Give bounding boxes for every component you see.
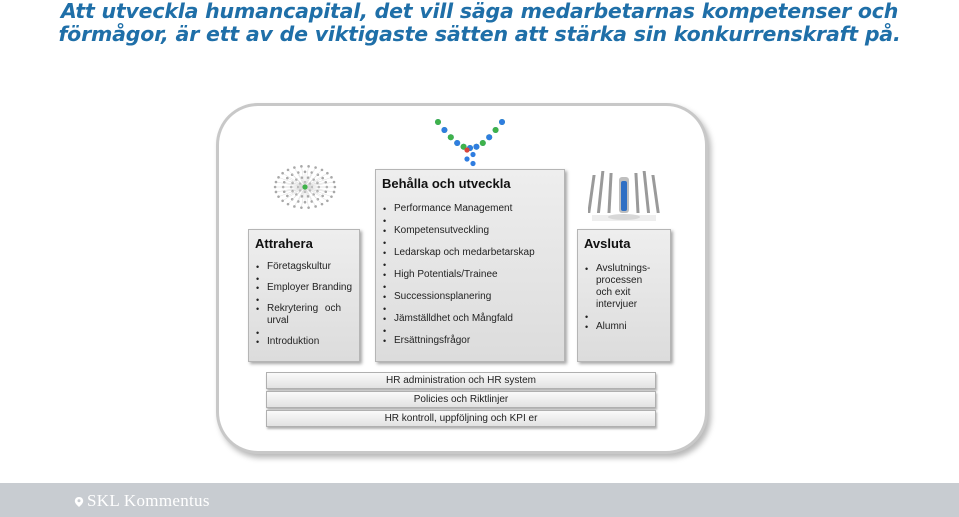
avsluta-item: • Alumni xyxy=(578,321,670,333)
hr-admin-bar: HR administration och HR system xyxy=(266,372,656,389)
footer-bar xyxy=(0,483,959,517)
behalla-heading: Behålla och utveckla xyxy=(382,176,511,191)
behalla-item: • Successionsplanering xyxy=(376,291,564,303)
attrahera-item: • Introduktion xyxy=(249,336,359,348)
crowd-network-icon xyxy=(272,165,338,220)
behalla-item: • Ersättningsfrågor xyxy=(376,335,564,347)
avsluta-heading: Avsluta xyxy=(584,236,631,251)
brand-name: SKL Kommentus xyxy=(87,491,210,510)
behalla-item: • Ledarskap och medarbetarskap xyxy=(376,247,564,259)
location-pin-icon xyxy=(74,497,84,507)
avsluta-item: • Avslutnings-processen och exit intervjuer xyxy=(578,263,660,311)
title-line-2: förmågor, är ett av de viktigaste sätten att stärka sin konkurrenskraft på. xyxy=(58,22,901,46)
behalla-item: • Performance Management xyxy=(376,203,564,215)
attrahera-box xyxy=(248,229,360,362)
behalla-item: • Jämställdhet och Mångfald xyxy=(376,313,564,325)
attrahera-item: • Företagskultur xyxy=(249,261,359,273)
policies-bar: Policies och Riktlinjer xyxy=(266,391,656,408)
title-line-1: Att utveckla humancapital, det vill säga medarbetarnas kompetenser och xyxy=(60,0,899,23)
dna-helix-icon xyxy=(432,118,508,168)
behalla-item: • High Potentials/Trainee xyxy=(376,269,564,281)
attrahera-heading: Attrahera xyxy=(255,236,313,251)
attrahera-item: • Rekrytering och urval xyxy=(249,303,342,327)
behalla-item: • Kompetensutveckling xyxy=(376,225,564,237)
page-title xyxy=(0,0,959,46)
attrahera-item: • Employer Branding xyxy=(249,282,359,294)
standing-pins-icon xyxy=(588,165,660,223)
behalla-box xyxy=(375,169,565,362)
hr-control-bar: HR kontroll, uppföljning och KPI er xyxy=(266,410,656,427)
brand-logo xyxy=(74,491,210,511)
avsluta-box xyxy=(577,229,671,362)
